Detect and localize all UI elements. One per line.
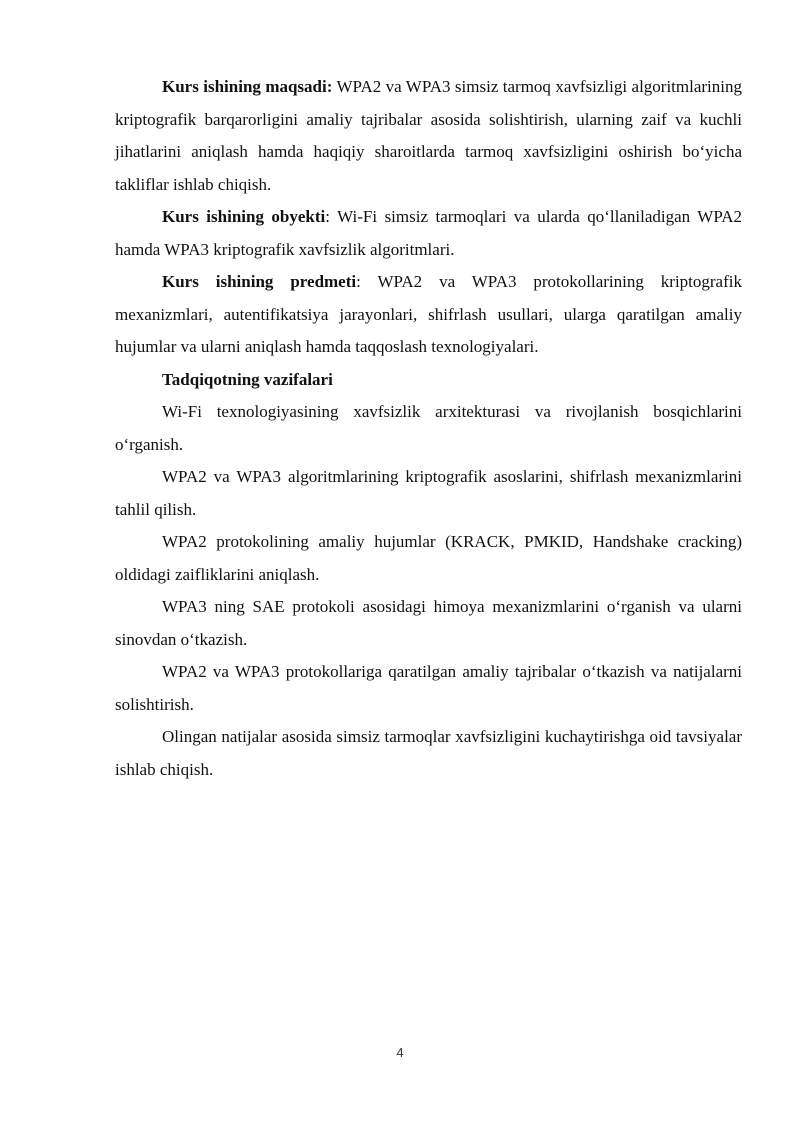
task-item: Wi-Fi texnologiyasining xavfsizlik arxitekturasi va rivojlanish bosqichlarini o‘rganish.: [115, 402, 742, 454]
page-number: 4: [396, 1045, 404, 1060]
goal-text: WPA2 va WPA3 simsiz tarmoq xavfsizligi algoritmlarining kriptografik barqarorligini amaliy tajribalar asosida solishtirish, ularning zaif va kuchli jihatlarini aniqlash hamda haqiqiy sharoitlarda tarmoq xavfsizligini oshirish bo‘yicha takliflar ishlab chiqish.: [115, 77, 742, 194]
goal-paragraph: [115, 71, 742, 201]
object-label: Kurs ishining obyekti: [162, 207, 326, 226]
object-text: : Wi-Fi simsiz tarmoqlari va ularda qo‘llaniladigan WPA2 hamda WPA3 kriptografik xavfsizlik algoritmlari.: [115, 207, 743, 259]
task-item: Olingan natijalar asosida simsiz tarmoqlar xavfsizligini kuchaytirishga oid tavsiyalar ishlab chiqish.: [115, 727, 742, 779]
task-item: WPA3 ning SAE protokoli asosidagi himoya mexanizmlarini o‘rganish va ularni sinovdan o‘tkazish.: [115, 597, 742, 649]
task-item: WPA2 va WPA3 protokollariga qaratilgan amaliy tajribalar o‘tkazish va natijalarni solishtirish.: [115, 662, 742, 714]
subject-paragraph: [115, 266, 742, 364]
subject-text: : WPA2 va WPA3 protokollarining kriptografik mexanizmlari, autentifikatsiya jarayonlari, shifrlash usullari, ularga qaratilgan amaliy hujumlar va ularni aniqlash hamda taqqoslash texnologiyalari.: [115, 272, 742, 356]
task-item: WPA2 va WPA3 algoritmlarining kriptografik asoslarini, shifrlash mexanizmlarini tahlil qilish.: [115, 467, 742, 519]
subject-label: Kurs ishining predmeti: [162, 272, 357, 291]
task-item: WPA2 protokolining amaliy hujumlar (KRACK, PMKID, Handshake cracking) oldidagi zaifliklarini aniqlash.: [115, 532, 742, 584]
goal-label: Kurs ishining maqsadi:: [162, 77, 333, 96]
page-content: [115, 71, 742, 786]
object-paragraph: [115, 201, 742, 266]
tasks-heading: Tadqiqotning vazifalari: [162, 369, 333, 389]
